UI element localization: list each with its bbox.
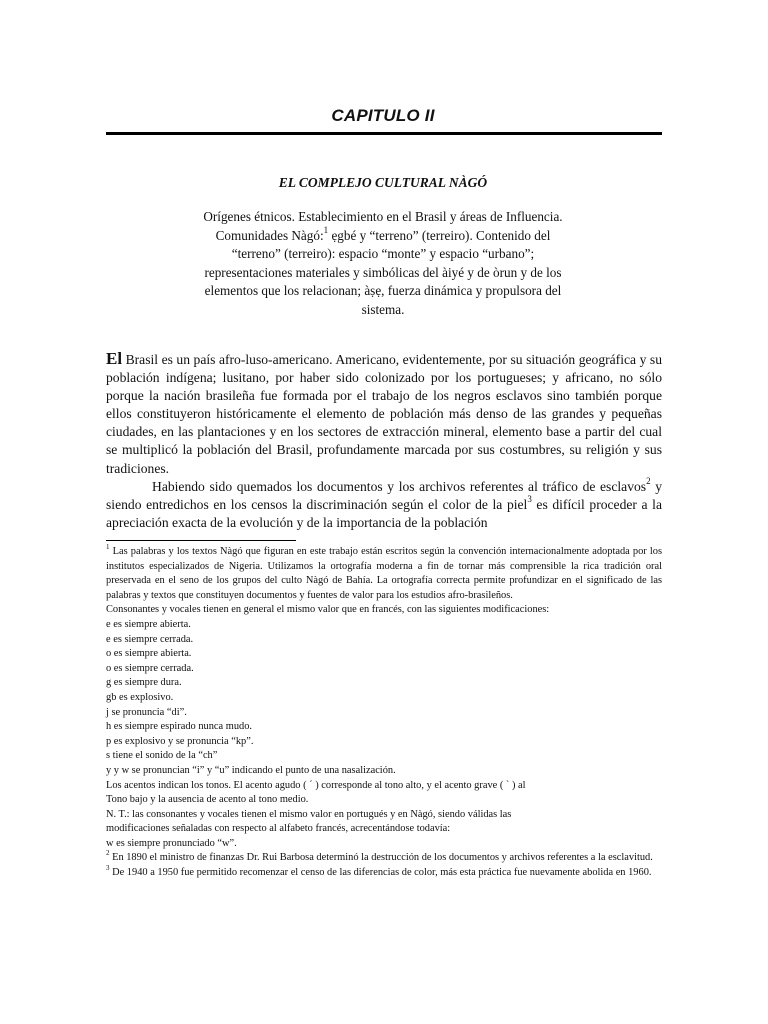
paragraph-2-text-a: Habiendo sido quemados los documentos y los archivos referentes al tráfico de esclavos (152, 478, 647, 494)
paragraph-2-text-b: y siendo entredichos en los censos la discriminación según el color de la piel (106, 478, 662, 512)
footnote-line: N. T.: las consonantes y vocales tienen el mismo valor en portugués y en Nàgó, siendo válidas las (106, 808, 512, 820)
chapter-title: CAPITULO II (331, 106, 435, 125)
footnote-1-text: Las palabras y los textos Nàgó que figuran en este trabajo están escritos según la convención internacionalmente adoptada por los institutos especializados de Nigeria. Utilizamos la ortografía moderna a fin de tornar más comprensible la rica tradición oral preservada en el seno de los grupos del culto Nàgó de Bahía. La ortografía correcta permite profundizar en el significado de las palabras y textos que constituyen documentos y fuentes de valor para los estudios afro-brasileños. (106, 546, 662, 601)
summary-text-1: Orígenes étnicos. Establecimiento en el Brasil y áreas de Influencia. Comunidades Nàgó: (203, 209, 563, 243)
drop-cap: El (106, 349, 123, 368)
footnote-line: h es siempre espirado nunca mudo. (106, 721, 253, 733)
footnote-line: s tiene el sonido de la “ch” (106, 750, 218, 762)
footnote-line: Consonantes y vocales tienen en general el mismo valor que en francés, con las siguientes modificaciones: (106, 604, 550, 616)
paragraph-1 (106, 350, 662, 478)
footnote-line: o es siempre cerrada. (106, 662, 194, 674)
footnote-ref-2[interactable]: 2 (646, 476, 651, 487)
footnote-line: w es siempre pronunciado “w”. (106, 837, 237, 849)
footnote-3-text: De 1940 a 1950 fue permitido recomenzar el censo de las diferencias de color, más esta práctica fue nuevamente abolida en 1960. (109, 867, 652, 879)
footnote-3 (106, 863, 662, 881)
footnote-line: gb es explosivo. (106, 691, 174, 703)
footnote-line: p es explosivo y se pronuncia “kp”. (106, 735, 254, 747)
footnote-line: j se pronuncia “di”. (106, 706, 187, 718)
footnote-2 (106, 851, 662, 866)
footnote-line: o es siempre abierta. (106, 648, 192, 660)
footnote-3-number: 3 (106, 863, 110, 872)
footnote-ref-1[interactable]: 1 (323, 225, 329, 236)
footnote-1 (106, 542, 662, 603)
footnote-divider (106, 540, 296, 541)
paragraph-1-text: Brasil es un país afro-luso-americano. Americano, evidentemente, por su situación geográfica y su población indígena; lusitano, por haber sido colonizado por los portugueses; y africano, no sólo porque la nación brasileña fue formada por el trabajo de los negros esclavos sino también porque ellos constituyeron históricamente el elemento de población más denso de las grandes y pequeñas ciudades, en las plantaciones y en los sectores de extracción mineral, elemento base a partir del cual se multiplicó la población del Brasil, profundamente marcada por sus costumbres, su religión y sus tradiciones. (106, 352, 662, 476)
footnote-2-number: 2 (106, 849, 110, 857)
paragraph-2 (106, 478, 662, 532)
paragraph-2-text-c: es difícil proceder a la apreciación exacta de la evolución y de la importancia de la población (106, 496, 662, 530)
footnote-line: Tono bajo y la ausencia de acento al tono medio. (106, 794, 309, 806)
chapter-divider (106, 132, 662, 135)
footnote-2-text: En 1890 el ministro de finanzas Dr. Rui Barbosa determinó la destrucción de los documentos y archivos referentes a la esclavitud. (109, 852, 653, 864)
chapter-summary (196, 208, 570, 319)
body-text (106, 350, 662, 532)
footnote-line: y y w se pronuncian “i” y “u” indicando el punto de una nasalización. (106, 764, 396, 776)
footnote-line: e es siempre cerrada. (106, 633, 194, 645)
footnote-line: modificaciones señaladas con respecto al alfabeto francés, acrecentándose todavía: (106, 823, 451, 835)
section-title: EL COMPLEJO CULTURAL NÀGÓ (278, 175, 488, 190)
footnote-line: e es siempre abierta. (106, 618, 191, 630)
footnote-1-number: 1 (106, 542, 110, 551)
footnotes (106, 542, 662, 881)
footnote-line: Los acentos indican los tonos. El acento agudo ( ´ ) corresponde al tono alto, y el acento grave ( ` ) al (106, 779, 526, 791)
footnote-ref-3[interactable]: 3 (527, 494, 532, 505)
summary-text-2: ẹgbé y “terreno” (terreiro). Contenido del “terreno” (terreiro): espacio “monte” y espacio “urbano”; representaciones materiales y simbólicas del àiyé y de òrun y de los elementos que los relacionan; àṣẹ, fuerza dinámica y propulsora del sistema. (204, 227, 562, 317)
footnote-line: g es siempre dura. (106, 677, 182, 689)
